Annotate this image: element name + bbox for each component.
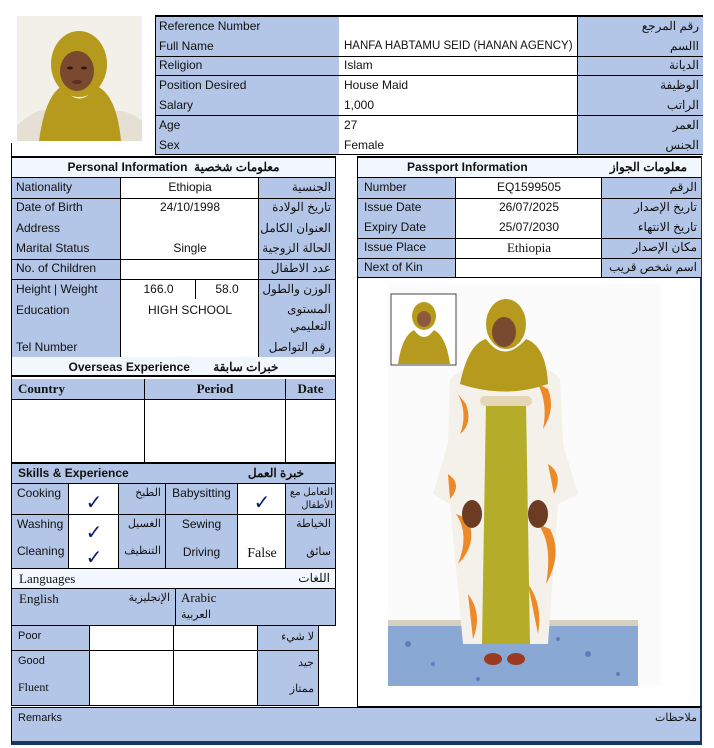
age-label: Age — [159, 118, 181, 132]
height-weight-label-ar: الوزن والطول — [262, 282, 331, 296]
expiry-date-label: Expiry Date — [364, 220, 427, 234]
passport-section — [357, 156, 702, 707]
skills-section — [11, 463, 336, 569]
next-of-kin-label-ar: اسم شخص قريب — [608, 260, 697, 274]
level-poor-label-ar: لا شيء — [281, 631, 314, 643]
nationality-label: Nationality — [16, 180, 73, 194]
education-label: Education — [16, 303, 70, 317]
issue-date-label-ar: تاريخ الإصدار — [633, 200, 697, 214]
languages-title-en: Languages — [19, 571, 76, 586]
overseas-col-period: Period — [196, 381, 234, 396]
marital-status-label-ar: الحالة الزوجية — [262, 241, 331, 255]
skill-cleaning-label: Cleaning — [17, 544, 65, 558]
issue-place-value: Ethiopia — [506, 240, 552, 255]
skill-sewing-label-ar: الخياطة — [296, 518, 331, 530]
issue-place-label: Issue Place — [364, 240, 427, 254]
remarks-label: Remarks — [18, 712, 63, 724]
issue-date-label: Issue Date — [364, 200, 422, 214]
skills-title-en: Skills & Experience — [18, 466, 129, 480]
passport-title-en: Passport Information — [407, 160, 528, 174]
religion-value: Islam — [344, 58, 373, 72]
overseas-col-date: Date — [297, 381, 324, 396]
children-label: No. of Children — [16, 261, 97, 275]
skill-driving-label-ar: سائق — [306, 546, 331, 558]
issue-date-value: 26/07/2025 — [498, 200, 560, 214]
skill-washing-check-icon: ✓ — [85, 520, 103, 544]
overseas-title-ar: خبرات سابقة — [213, 360, 279, 374]
languages-title-ar: اللغات — [298, 571, 330, 585]
tel-number-label-ar: رقم التواصل — [268, 340, 331, 354]
nationality-value: Ethiopia — [168, 180, 212, 194]
personal-info-title-en: Personal Information — [67, 160, 188, 174]
skill-driving-label: Driving — [182, 545, 221, 559]
language-arabic-ar: العربية — [181, 609, 212, 621]
skill-sewing-label: Sewing — [181, 517, 222, 531]
dob-label-ar: تاريخ الولادة — [272, 200, 331, 214]
salary-label: Salary — [159, 98, 194, 112]
address-label-ar: العنوان الكامل — [260, 221, 331, 235]
dob-value: 24/10/1998 — [159, 200, 221, 214]
expiry-date-label-ar: تاريخ الانتهاء — [637, 220, 697, 234]
religion-label-ar: الديانة — [668, 58, 699, 72]
position-label: Position Desired — [159, 78, 247, 92]
issue-place-label-ar: مكان الإصدار — [632, 240, 697, 254]
reference-number-label-ar: رقم المرجع — [641, 19, 699, 33]
skill-babysitting-label-ar: التعامل مع الأطفال — [289, 487, 333, 511]
overseas-title-en: Overseas Experience — [68, 360, 190, 374]
next-of-kin-label: Next of Kin — [364, 260, 423, 274]
full-name-label-ar: االسم — [669, 39, 699, 53]
overseas-title — [12, 357, 335, 377]
skill-cooking-label-ar: الطبخ — [135, 487, 161, 499]
skill-washing-label-ar: الغسيل — [127, 518, 161, 530]
full-name-value: HANFA HABTAMU SEID (HANAN AGENCY) — [344, 40, 573, 52]
height-weight-label: Height | Weight — [16, 282, 98, 296]
skill-cooking-check-icon: ✓ — [85, 490, 103, 514]
nationality-label-ar: الجنسية — [291, 180, 331, 194]
full-name-label: Full Name — [159, 39, 214, 53]
overseas-experience-section — [11, 357, 336, 463]
overseas-col-country: Country — [18, 381, 65, 396]
personal-info-title — [12, 158, 335, 178]
dob-label: Date of Birth — [16, 200, 83, 214]
personal-info-title-ar: معلومات شخصية — [194, 160, 280, 174]
expiry-date-value: 25/07/2030 — [498, 220, 560, 234]
passport-number-label-ar: الرقم — [669, 180, 697, 194]
level-fluent-label-ar: ممتاز — [289, 683, 314, 695]
skill-cleaning-label-ar: التنظيف — [124, 545, 161, 557]
skill-babysitting-label: Babysitting — [172, 486, 231, 500]
level-good-label: Good — [18, 655, 45, 667]
level-poor-label: Poor — [18, 630, 42, 642]
education-label-ar: المستوى التعليمي — [287, 302, 331, 333]
passport-title-ar: معلومات الجواز — [609, 160, 687, 174]
age-value: 27 — [344, 118, 358, 132]
position-label-ar: الوظيفة — [660, 78, 699, 92]
salary-label-ar: الراتب — [666, 98, 699, 112]
skills-title-ar: خبرة العمل — [247, 466, 304, 480]
portrait-photo — [17, 16, 142, 141]
marital-status-value: Single — [173, 241, 207, 255]
position-value: House Maid — [344, 78, 409, 92]
portrait-image-icon — [17, 16, 142, 141]
skill-babysitting-check-icon: ✓ — [253, 490, 271, 514]
language-english-en: English — [19, 591, 59, 606]
languages-section — [11, 568, 336, 706]
skill-cooking-label: Cooking — [17, 486, 62, 500]
religion-label: Religion — [159, 58, 203, 72]
full-body-photo — [388, 284, 661, 686]
education-value: HIGH SCHOOL — [147, 303, 232, 317]
weight-value: 58.0 — [215, 282, 239, 296]
salary-value: 1,000 — [344, 98, 375, 112]
sex-label-ar: الجنس — [665, 138, 699, 152]
level-good-label-ar: جيد — [298, 657, 314, 669]
skill-driving-value: False — [247, 546, 277, 561]
remarks-label-ar: ملاحظات — [655, 712, 697, 724]
skill-washing-label: Washing — [17, 517, 64, 531]
marital-status-label: Marital Status — [16, 241, 90, 255]
language-arabic-en: Arabic — [181, 590, 217, 605]
remarks-section — [11, 707, 702, 745]
header-table — [155, 15, 703, 155]
full-body-image-icon — [388, 284, 661, 686]
language-english-ar: الإنجليزية — [128, 592, 170, 604]
children-label-ar: عدد الاطفال — [270, 261, 331, 275]
height-value: 166.0 — [143, 282, 174, 296]
passport-number-value: EQ1599505 — [496, 180, 562, 194]
skill-cleaning-check-icon: ✓ — [85, 545, 103, 569]
personal-info-section — [11, 156, 336, 358]
reference-number-label: Reference Number — [159, 19, 261, 33]
sex-label: Sex — [159, 138, 180, 152]
address-label: Address — [16, 221, 61, 235]
age-label-ar: العمر — [672, 118, 699, 132]
passport-number-label: Number — [364, 180, 407, 194]
sex-value: Female — [344, 138, 385, 152]
level-fluent-label: Fluent — [18, 680, 49, 694]
tel-number-label: Tel Number — [16, 340, 78, 354]
passport-title — [358, 158, 701, 178]
